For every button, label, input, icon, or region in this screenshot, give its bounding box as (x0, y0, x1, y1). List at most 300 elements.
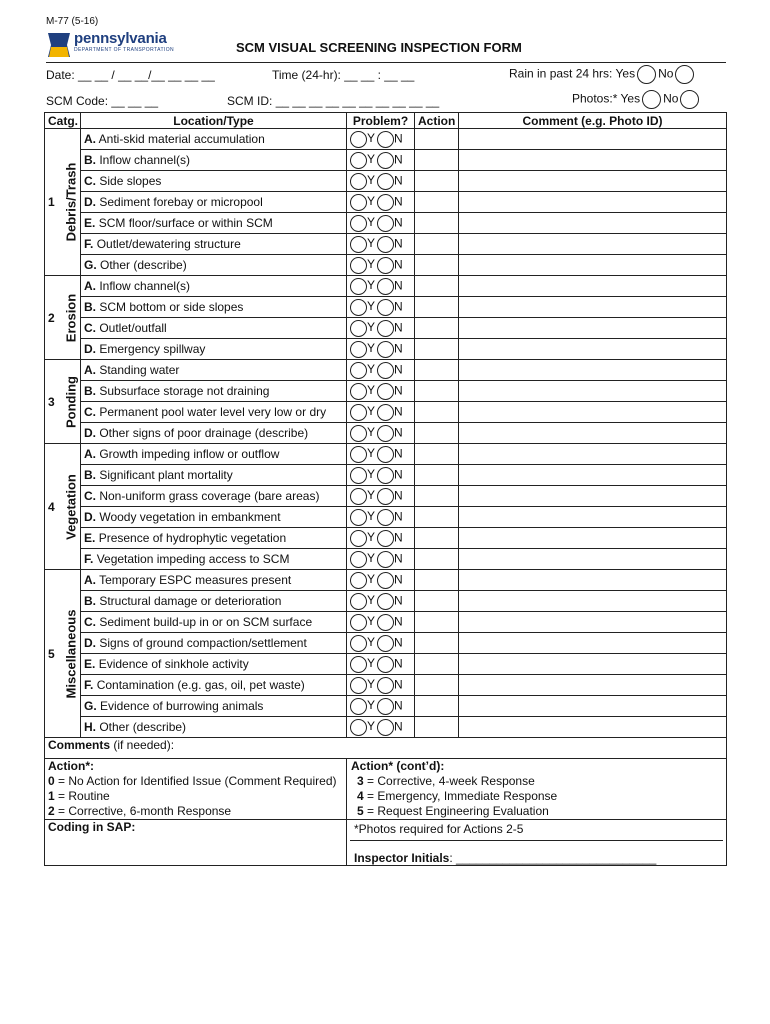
problem-yes-radio[interactable] (350, 299, 367, 316)
keystone-icon (46, 31, 72, 59)
time-label: Time (24-hr): (272, 68, 341, 82)
problem-no-radio[interactable] (377, 509, 394, 526)
problem-no-radio[interactable] (377, 551, 394, 568)
action-input-cell[interactable] (415, 276, 459, 297)
category-name: Ponding (63, 375, 79, 428)
item-letter: B. (84, 468, 96, 482)
problem-no-radio[interactable] (377, 404, 394, 421)
comments-suffix: (if needed): (110, 738, 175, 752)
location-type-cell (81, 423, 347, 444)
no-label: N (394, 656, 403, 671)
action-input-cell[interactable] (415, 570, 459, 591)
comment-input-cell[interactable] (459, 675, 727, 696)
category-number: 3 (45, 360, 63, 444)
photos-field (572, 90, 701, 109)
action-text: = No Action for Identified Issue (Comment Required) (54, 774, 337, 788)
problem-no-radio[interactable] (377, 299, 394, 316)
yes-label: Y (367, 320, 376, 335)
action-input-cell[interactable] (415, 717, 459, 738)
comment-input-cell[interactable] (459, 360, 727, 381)
problem-cell (347, 339, 415, 360)
no-label: N (394, 551, 403, 566)
comment-input-cell[interactable] (459, 507, 727, 528)
action-input-cell[interactable] (415, 444, 459, 465)
problem-cell (347, 171, 415, 192)
problem-yes-radio[interactable] (350, 572, 367, 589)
action-input-cell[interactable] (415, 507, 459, 528)
item-text: Anti-skid material accumulation (98, 132, 265, 146)
comment-input-cell[interactable] (459, 318, 727, 339)
item-text: Growth impeding inflow or outflow (99, 447, 280, 461)
action-input-cell[interactable] (415, 318, 459, 339)
col-header-comment: Comment (e.g. Photo ID) (459, 113, 727, 129)
action-input-cell[interactable] (415, 339, 459, 360)
no-label: N (394, 173, 403, 188)
item-letter: B. (84, 153, 96, 167)
yes-label: Y (367, 551, 376, 566)
comment-input-cell[interactable] (459, 129, 727, 150)
location-type-cell (81, 465, 347, 486)
no-label: N (394, 194, 403, 209)
action-code: 5 (357, 804, 364, 818)
table-row (45, 150, 727, 171)
comment-input-cell[interactable] (459, 696, 727, 717)
table-row (45, 549, 727, 570)
item-text: Outlet/outfall (99, 321, 167, 335)
problem-no-radio[interactable] (377, 362, 394, 379)
table-row (45, 255, 727, 276)
problem-no-radio[interactable] (377, 614, 394, 631)
problem-yes-radio[interactable] (350, 404, 367, 421)
problem-no-radio[interactable] (377, 257, 394, 274)
rain-yes-label: Yes (615, 66, 636, 81)
item-letter: D. (84, 195, 96, 209)
item-letter: E. (84, 216, 96, 230)
yes-label: Y (367, 278, 376, 293)
item-text: Contamination (e.g. gas, oil, pet waste) (96, 678, 305, 692)
problem-yes-radio[interactable] (350, 677, 367, 694)
table-row (45, 717, 727, 738)
item-text: Side slopes (99, 174, 162, 188)
yes-label: Y (367, 635, 376, 650)
scm-id-label: SCM ID: (227, 94, 273, 108)
location-type-cell (81, 381, 347, 402)
location-type-cell (81, 339, 347, 360)
location-type-cell (81, 171, 347, 192)
location-type-cell (81, 486, 347, 507)
rain-field (509, 65, 696, 84)
photos-note: *Photos required for Actions 2-5 (350, 820, 723, 841)
problem-no-radio[interactable] (377, 635, 394, 652)
problem-cell (347, 465, 415, 486)
problem-yes-radio[interactable] (350, 509, 367, 526)
item-letter: B. (84, 384, 96, 398)
problem-cell (347, 150, 415, 171)
photos-initials-box (347, 820, 727, 866)
table-row (45, 171, 727, 192)
problem-cell (347, 234, 415, 255)
date-label: Date: (46, 68, 75, 82)
action-input-cell[interactable] (415, 360, 459, 381)
action-input-cell[interactable] (415, 696, 459, 717)
scm-code-field[interactable] (46, 94, 158, 108)
action-input-cell[interactable] (415, 129, 459, 150)
action-input-cell[interactable] (415, 234, 459, 255)
col-header-problem: Problem? (347, 113, 415, 129)
no-label: N (394, 215, 403, 230)
photos-yes-radio[interactable] (642, 90, 661, 109)
action-input-cell[interactable] (415, 654, 459, 675)
comment-input-cell[interactable] (459, 402, 727, 423)
comment-input-cell[interactable] (459, 444, 727, 465)
problem-no-radio[interactable] (377, 341, 394, 358)
action-input-cell[interactable] (415, 213, 459, 234)
comment-input-cell[interactable] (459, 717, 727, 738)
comment-input-cell[interactable] (459, 423, 727, 444)
no-label: N (394, 131, 403, 146)
no-label: N (394, 509, 403, 524)
yes-label: Y (367, 215, 376, 230)
no-label: N (394, 446, 403, 461)
comment-input-cell[interactable] (459, 213, 727, 234)
location-type-cell (81, 549, 347, 570)
comment-input-cell[interactable] (459, 528, 727, 549)
item-letter: A. (84, 447, 96, 461)
photos-no-label: No (663, 91, 679, 106)
problem-yes-radio[interactable] (350, 446, 367, 463)
action-input-cell[interactable] (415, 192, 459, 213)
action-code: 4 (357, 789, 364, 803)
comments-label: Comments (48, 738, 111, 752)
comments-box[interactable] (45, 738, 727, 759)
no-label: N (394, 530, 403, 545)
problem-cell (347, 318, 415, 339)
no-label: N (394, 677, 403, 692)
problem-no-radio[interactable] (377, 530, 394, 547)
action-code: 1 (48, 789, 55, 803)
action-legend-right (347, 759, 727, 820)
action-input-cell[interactable] (415, 675, 459, 696)
item-letter: G. (84, 699, 97, 713)
problem-no-radio[interactable] (377, 572, 394, 589)
yes-label: Y (367, 383, 376, 398)
problem-cell (347, 360, 415, 381)
no-label: N (394, 362, 403, 377)
time-field[interactable] (272, 68, 414, 82)
yes-label: Y (367, 152, 376, 167)
action-code: 3 (357, 774, 364, 788)
problem-yes-radio[interactable] (350, 320, 367, 337)
yes-label: Y (367, 530, 376, 545)
photos-no-radio[interactable] (680, 90, 699, 109)
problem-no-radio[interactable] (377, 131, 394, 148)
action-line (48, 804, 343, 819)
problem-yes-radio[interactable] (350, 551, 367, 568)
problem-cell (347, 696, 415, 717)
problem-yes-radio[interactable] (350, 467, 367, 484)
rain-label: Rain in past 24 hrs: (509, 66, 613, 81)
item-letter: C. (84, 174, 96, 188)
item-letter: A. (84, 363, 96, 377)
problem-no-radio[interactable] (377, 320, 394, 337)
item-letter: E. (84, 657, 96, 671)
comment-input-cell[interactable] (459, 339, 727, 360)
yes-label: Y (367, 299, 376, 314)
problem-no-radio[interactable] (377, 467, 394, 484)
problem-no-radio[interactable] (377, 278, 394, 295)
problem-no-radio[interactable] (377, 488, 394, 505)
item-letter: D. (84, 510, 96, 524)
problem-yes-radio[interactable] (350, 593, 367, 610)
location-type-cell (81, 444, 347, 465)
problem-cell (347, 570, 415, 591)
comment-input-cell[interactable] (459, 465, 727, 486)
comment-input-cell[interactable] (459, 486, 727, 507)
coding-in-sap-box[interactable] (45, 820, 347, 866)
yes-label: Y (367, 446, 376, 461)
inspection-table (44, 112, 727, 866)
problem-cell (347, 654, 415, 675)
yes-label: Y (367, 488, 376, 503)
location-type-cell (81, 360, 347, 381)
action-input-cell[interactable] (415, 528, 459, 549)
logo-brand: pennsylvania (74, 30, 167, 47)
problem-no-radio[interactable] (377, 383, 394, 400)
date-field[interactable] (46, 68, 215, 82)
problem-no-radio[interactable] (377, 215, 394, 232)
action-input-cell[interactable] (415, 591, 459, 612)
problem-yes-radio[interactable] (350, 131, 367, 148)
table-row (45, 507, 727, 528)
yes-label: Y (367, 614, 376, 629)
item-letter: D. (84, 636, 96, 650)
category-name: Miscellaneous (63, 609, 79, 698)
yes-label: Y (367, 173, 376, 188)
problem-yes-radio[interactable] (350, 215, 367, 232)
action-line (351, 789, 723, 804)
location-type-cell (81, 675, 347, 696)
table-row (45, 654, 727, 675)
action-input-cell[interactable] (415, 150, 459, 171)
rain-yes-radio[interactable] (637, 65, 656, 84)
table-row (45, 696, 727, 717)
problem-yes-radio[interactable] (350, 257, 367, 274)
action-input-cell[interactable] (415, 486, 459, 507)
action-input-cell[interactable] (415, 381, 459, 402)
action-text: = Corrective, 6-month Response (54, 804, 232, 818)
item-text: Outlet/dewatering structure (96, 237, 241, 251)
problem-yes-radio[interactable] (350, 194, 367, 211)
item-letter: E. (84, 531, 96, 545)
item-letter: F. (84, 237, 94, 251)
penndot-logo (46, 31, 196, 61)
problem-yes-radio[interactable] (350, 383, 367, 400)
problem-yes-radio[interactable] (350, 425, 367, 442)
item-letter: H. (84, 720, 96, 734)
location-type-cell (81, 192, 347, 213)
problem-no-radio[interactable] (377, 446, 394, 463)
problem-no-radio[interactable] (377, 236, 394, 253)
no-label: N (394, 152, 403, 167)
yes-label: Y (367, 677, 376, 692)
yes-label: Y (367, 467, 376, 482)
table-row (45, 381, 727, 402)
location-type-cell (81, 612, 347, 633)
table-row (45, 591, 727, 612)
problem-cell (347, 675, 415, 696)
table-row (45, 675, 727, 696)
location-type-cell (81, 696, 347, 717)
location-type-cell (81, 591, 347, 612)
problem-cell (347, 423, 415, 444)
item-letter: D. (84, 342, 96, 356)
problem-cell (347, 528, 415, 549)
action-code: 2 (48, 804, 55, 818)
comment-input-cell[interactable] (459, 234, 727, 255)
item-text: Presence of hydrophytic vegetation (98, 531, 287, 545)
table-row (45, 297, 727, 318)
col-header-category: Catg. (45, 113, 81, 129)
yes-label: Y (367, 719, 376, 734)
problem-no-radio[interactable] (377, 698, 394, 715)
problem-yes-radio[interactable] (350, 635, 367, 652)
action-input-cell[interactable] (415, 549, 459, 570)
item-text: Non-uniform grass coverage (bare areas) (99, 489, 320, 503)
problem-yes-radio[interactable] (350, 362, 367, 379)
comment-input-cell[interactable] (459, 570, 727, 591)
no-label: N (394, 467, 403, 482)
problem-yes-radio[interactable] (350, 698, 367, 715)
problem-cell (347, 486, 415, 507)
item-text: Evidence of burrowing animals (100, 699, 264, 713)
category-name: Erosion (63, 293, 79, 342)
yes-label: Y (367, 572, 376, 587)
category-number: 2 (45, 276, 63, 360)
action-text: = Request Engineering Evaluation (363, 804, 549, 818)
item-text: Inflow channel(s) (99, 153, 191, 167)
scm-id-field[interactable] (227, 94, 439, 108)
item-text: Other (describe) (100, 258, 187, 272)
table-row (45, 192, 727, 213)
item-text: Structural damage or deterioration (99, 594, 282, 608)
problem-yes-radio[interactable] (350, 614, 367, 631)
problem-no-radio[interactable] (377, 656, 394, 673)
comment-input-cell[interactable] (459, 192, 727, 213)
problem-yes-radio[interactable] (350, 278, 367, 295)
table-row (45, 234, 727, 255)
action-input-cell[interactable] (415, 465, 459, 486)
yes-label: Y (367, 593, 376, 608)
problem-yes-radio[interactable] (350, 236, 367, 253)
item-text: Other signs of poor drainage (describe) (99, 426, 309, 440)
problem-yes-radio[interactable] (350, 719, 367, 736)
location-type-cell (81, 570, 347, 591)
table-header-row (45, 113, 727, 129)
problem-cell (347, 717, 415, 738)
no-label: N (394, 698, 403, 713)
comment-input-cell[interactable] (459, 255, 727, 276)
action-input-cell[interactable] (415, 633, 459, 654)
action-text: = Routine (54, 789, 110, 803)
location-type-cell (81, 318, 347, 339)
location-type-cell (81, 654, 347, 675)
no-label: N (394, 614, 403, 629)
no-label: N (394, 593, 403, 608)
item-letter: F. (84, 678, 94, 692)
comment-input-cell[interactable] (459, 171, 727, 192)
no-label: N (394, 320, 403, 335)
category-number: 5 (45, 570, 63, 738)
problem-no-radio[interactable] (377, 677, 394, 694)
comment-input-cell[interactable] (459, 276, 727, 297)
action-input-cell[interactable] (415, 255, 459, 276)
comment-input-cell[interactable] (459, 612, 727, 633)
item-text: Sediment forebay or micropool (99, 195, 263, 209)
action-input-cell[interactable] (415, 402, 459, 423)
item-letter: C. (84, 405, 96, 419)
action-input-cell[interactable] (415, 612, 459, 633)
no-label: N (394, 257, 403, 272)
problem-cell (347, 549, 415, 570)
comment-input-cell[interactable] (459, 633, 727, 654)
item-text: Evidence of sinkhole activity (98, 657, 249, 671)
action-cont-heading: Action* (cont’d): (351, 759, 445, 773)
form-number: M-77 (5-16) (46, 16, 99, 27)
comment-input-cell[interactable] (459, 549, 727, 570)
item-text: Woody vegetation in embankment (99, 510, 281, 524)
logo-department: DEPARTMENT OF TRANSPORTATION (74, 47, 175, 53)
problem-yes-radio[interactable] (350, 173, 367, 190)
problem-no-radio[interactable] (377, 719, 394, 736)
comment-input-cell[interactable] (459, 297, 727, 318)
table-row (45, 444, 727, 465)
rain-no-radio[interactable] (675, 65, 694, 84)
location-type-cell (81, 633, 347, 654)
problem-no-radio[interactable] (377, 173, 394, 190)
location-type-cell (81, 402, 347, 423)
problem-cell (347, 444, 415, 465)
problem-yes-radio[interactable] (350, 530, 367, 547)
no-label: N (394, 572, 403, 587)
no-label: N (394, 383, 403, 398)
problem-yes-radio[interactable] (350, 656, 367, 673)
action-input-cell[interactable] (415, 297, 459, 318)
comment-input-cell[interactable] (459, 150, 727, 171)
action-input-cell[interactable] (415, 423, 459, 444)
comment-input-cell[interactable] (459, 654, 727, 675)
inspector-initials-field[interactable] (350, 841, 723, 865)
item-letter: F. (84, 552, 94, 566)
problem-no-radio[interactable] (377, 593, 394, 610)
problem-yes-radio[interactable] (350, 341, 367, 358)
form-title: SCM VISUAL SCREENING INSPECTION FORM (236, 40, 522, 55)
action-line (351, 804, 723, 819)
category-name-cell (63, 444, 81, 570)
problem-no-radio[interactable] (377, 425, 394, 442)
action-input-cell[interactable] (415, 171, 459, 192)
problem-yes-radio[interactable] (350, 152, 367, 169)
problem-no-radio[interactable] (377, 194, 394, 211)
problem-yes-radio[interactable] (350, 488, 367, 505)
problem-no-radio[interactable] (377, 152, 394, 169)
action-code: 0 (48, 774, 55, 788)
table-row (45, 339, 727, 360)
location-type-cell (81, 297, 347, 318)
comment-input-cell[interactable] (459, 381, 727, 402)
no-label: N (394, 719, 403, 734)
comment-input-cell[interactable] (459, 591, 727, 612)
action-text: = Corrective, 4-week Response (363, 774, 535, 788)
